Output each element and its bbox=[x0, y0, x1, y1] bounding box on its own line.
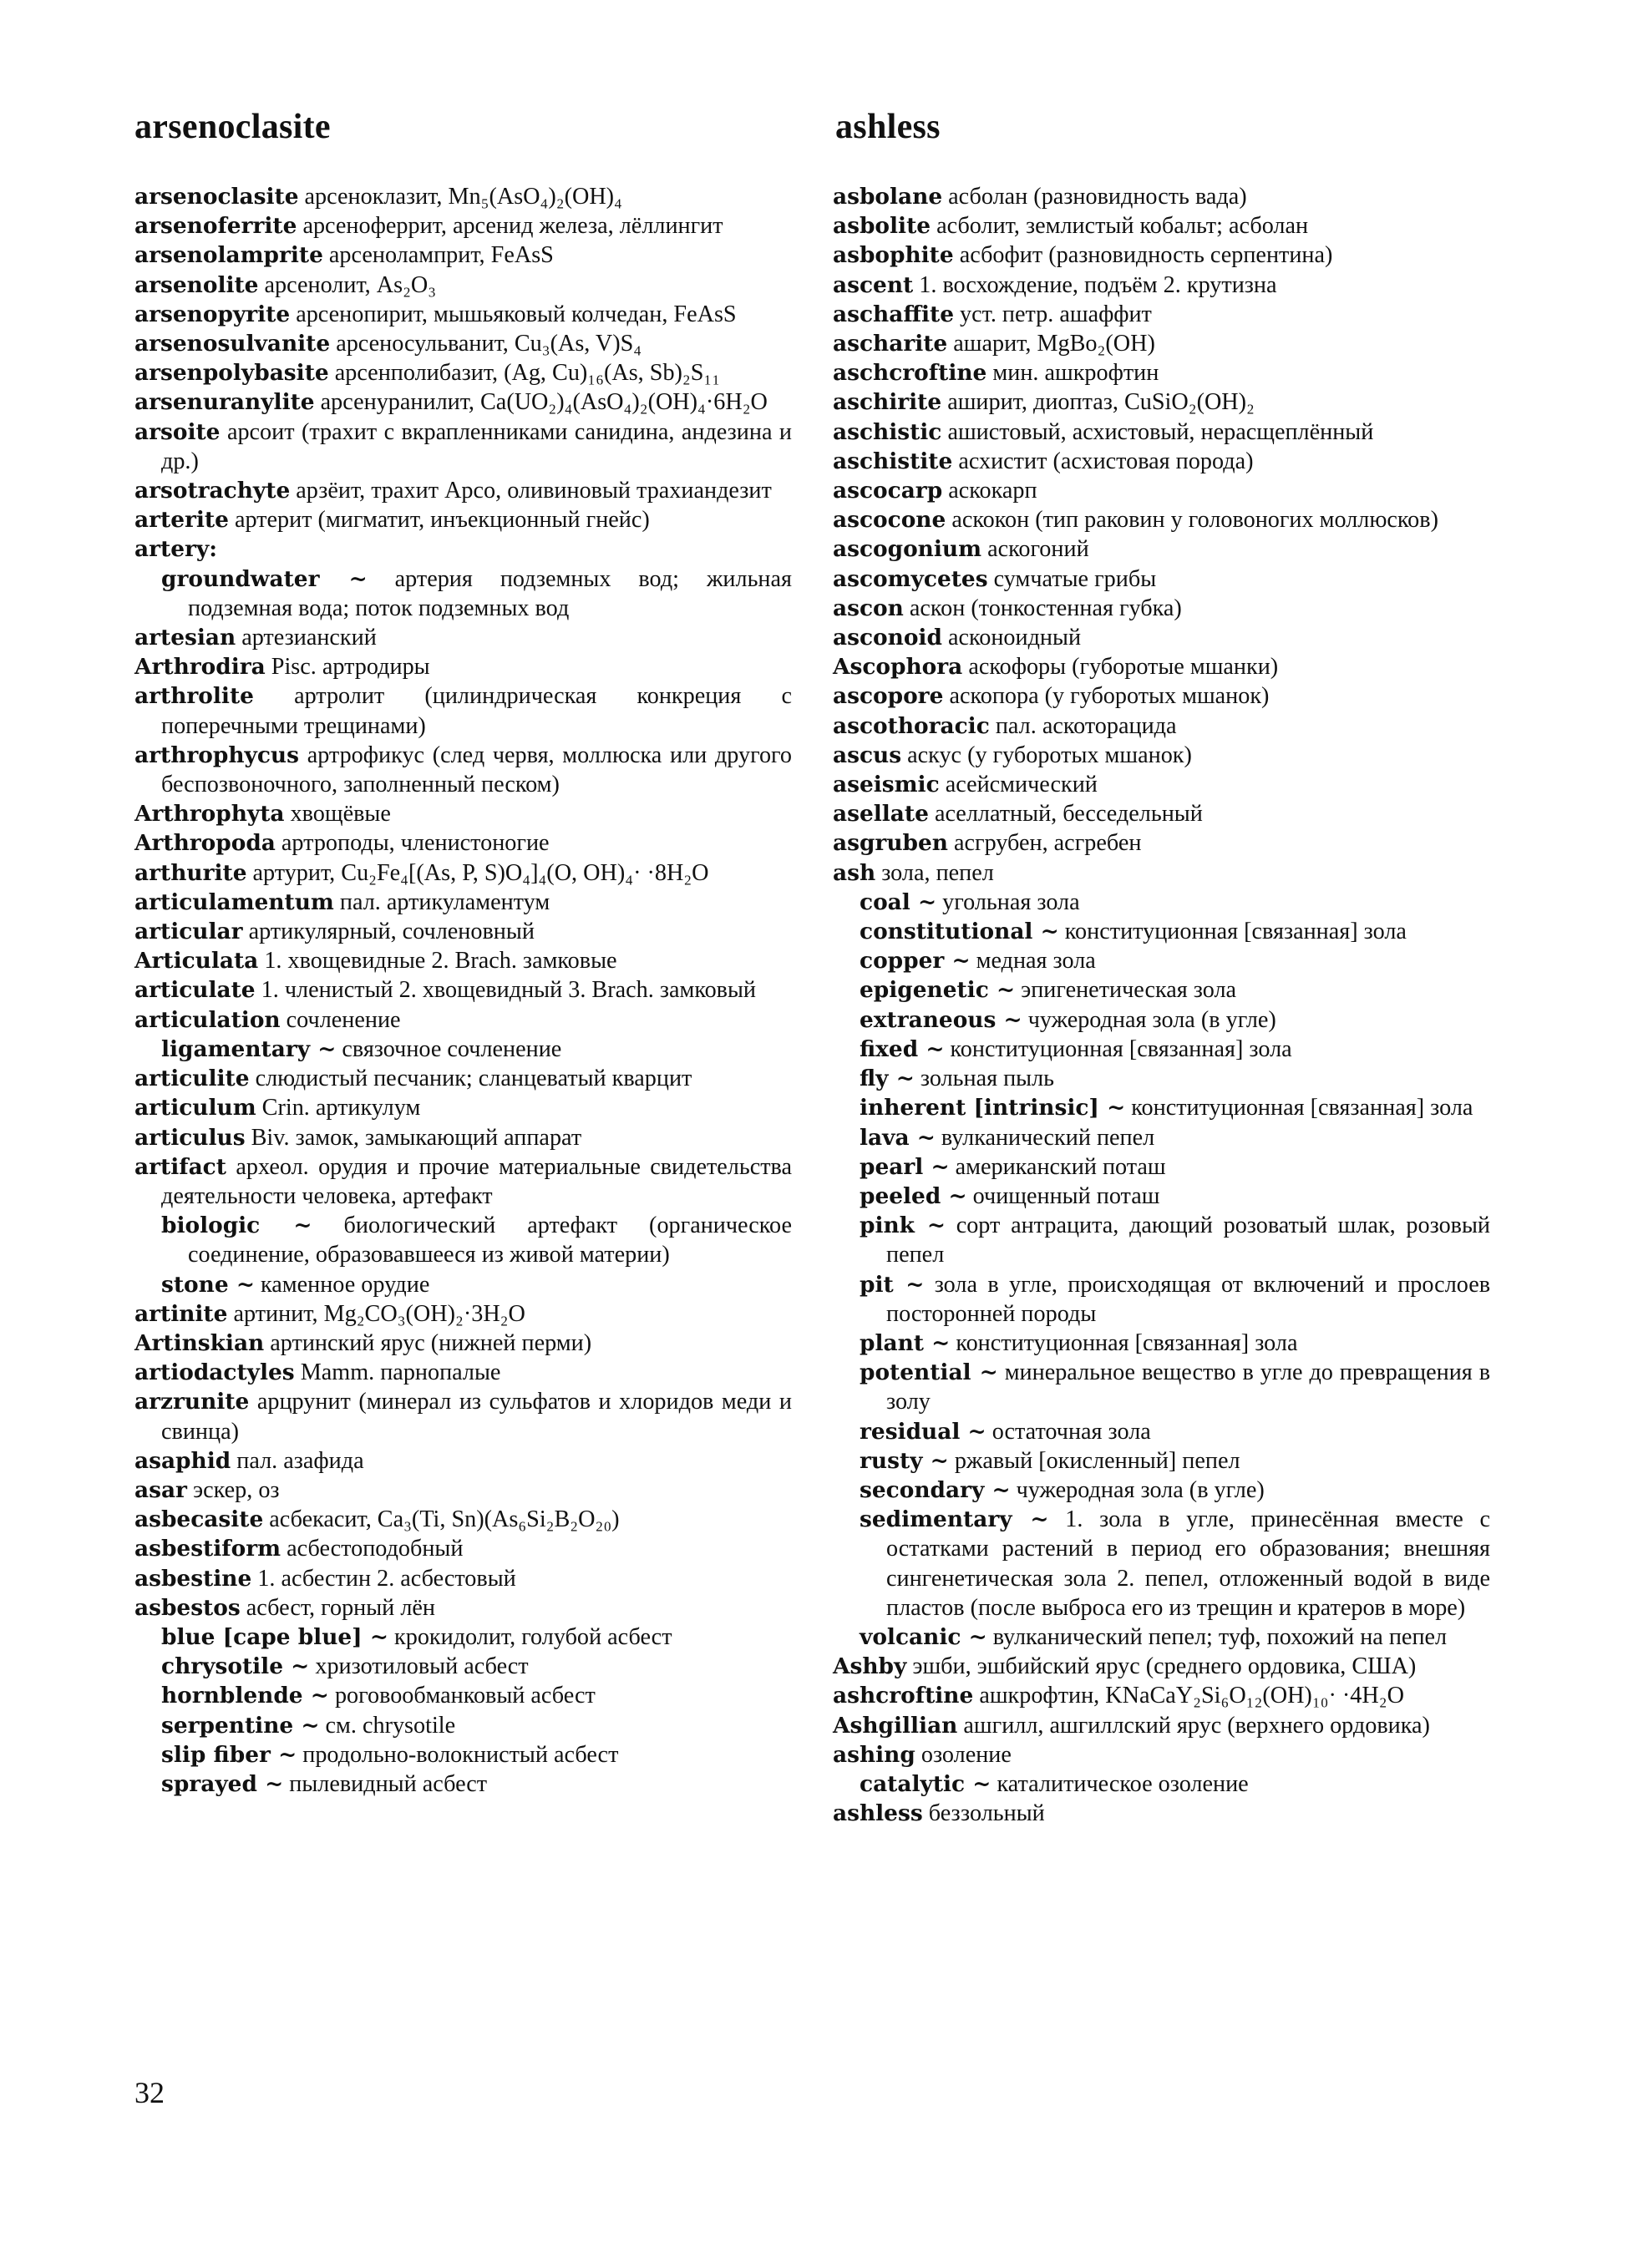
headword: constitutional ~ bbox=[860, 919, 1059, 945]
dictionary-entry bbox=[134, 240, 792, 270]
definition: ашкрофтин, KNaCaY₂Si₆O₁₂(OH)₁₀· ·4H₂O bbox=[979, 1683, 1404, 1709]
dictionary-entry bbox=[134, 1534, 792, 1563]
headword: arsenoclasite bbox=[134, 184, 299, 210]
definition: асбестоподобный bbox=[287, 1536, 464, 1562]
dictionary-entry bbox=[833, 329, 1490, 358]
headword: asbecasite bbox=[134, 1506, 264, 1533]
headword: ash bbox=[833, 859, 876, 886]
definition: аширит, диоптаз, CuSiO₂(OH)₂ bbox=[947, 389, 1255, 416]
dictionary-entry bbox=[833, 564, 1490, 594]
headword: biologic ~ bbox=[161, 1212, 312, 1239]
definition: пылевидный асбест bbox=[289, 1770, 488, 1797]
dictionary-entry bbox=[134, 271, 792, 300]
headword: lava ~ bbox=[860, 1124, 936, 1151]
dictionary-entry bbox=[833, 534, 1490, 564]
definition: хвощёвые bbox=[290, 801, 391, 828]
dictionary-entry bbox=[134, 182, 792, 211]
definition: асболан (разновидность вада) bbox=[948, 184, 1247, 210]
definition: 1. асбестин 2. асбестовый bbox=[257, 1565, 516, 1592]
definition: чужеродная зола (в угле) bbox=[1027, 1006, 1276, 1033]
sub-entry bbox=[833, 1182, 1490, 1211]
sub-entry bbox=[833, 1270, 1490, 1329]
definition: ашарит, MgBo₂(OH) bbox=[953, 331, 1155, 357]
headword: arsenolamprite bbox=[134, 242, 323, 269]
sub-entry bbox=[833, 1123, 1490, 1152]
headword: aschaffite bbox=[833, 301, 954, 327]
dictionary-entry bbox=[833, 1652, 1490, 1681]
definition: продольно-волокнистый асбест bbox=[302, 1741, 619, 1768]
definition: конституционная [связанная] зола bbox=[1064, 919, 1407, 945]
sub-entry bbox=[833, 1093, 1490, 1122]
definition: зольная пыль bbox=[920, 1066, 1055, 1092]
sub-entry bbox=[134, 1769, 792, 1799]
headword: arsenosulvanite bbox=[134, 331, 331, 357]
definition: ашгилл, ашгиллский ярус (верхнего ордовика) bbox=[963, 1712, 1430, 1739]
definition: асгрубен, асгребен bbox=[953, 830, 1142, 857]
headword: Arthrophyta bbox=[134, 801, 285, 828]
definition: 1. членистый 2. хвощевидный 3. Brach. замковый bbox=[261, 977, 757, 1004]
sub-entry bbox=[833, 1623, 1490, 1652]
dictionary-entry bbox=[134, 418, 792, 476]
headword: hornblende ~ bbox=[161, 1683, 329, 1709]
left-column bbox=[134, 182, 792, 1799]
headword: aschirite bbox=[833, 389, 942, 416]
headword: ascharite bbox=[833, 331, 948, 357]
dictionary-entry bbox=[134, 1505, 792, 1534]
page-number: 32 bbox=[134, 2076, 165, 2109]
dictionary-entry bbox=[134, 300, 792, 329]
right-column bbox=[833, 182, 1490, 1828]
dictionary-entry bbox=[134, 917, 792, 946]
definition: сумчатые грибы bbox=[993, 565, 1157, 592]
headword: pink ~ bbox=[860, 1212, 946, 1239]
definition: арзёит, трахит Арсо, оливиновый трахиандезит bbox=[296, 478, 772, 504]
headword: arsoite bbox=[134, 418, 221, 445]
sub-entry bbox=[134, 1652, 792, 1681]
headword: pearl ~ bbox=[860, 1153, 950, 1180]
dictionary-entry bbox=[833, 271, 1490, 300]
definition: аскопора (у губоротых мшанок) bbox=[949, 683, 1270, 710]
dictionary-entry bbox=[134, 858, 792, 888]
definition: аскокон (тип раковин у головоногих моллюсков) bbox=[951, 507, 1438, 534]
definition: чужеродная зола (в угле) bbox=[1016, 1476, 1265, 1503]
headword: sprayed ~ bbox=[161, 1770, 284, 1797]
definition: артикулярный, сочленовный bbox=[248, 919, 535, 945]
headword: ashing bbox=[833, 1741, 915, 1768]
definition: арсенопирит, мышьяковый колчедан, FeAsS bbox=[296, 301, 737, 327]
dictionary-entry bbox=[134, 1152, 792, 1211]
dictionary-entry bbox=[134, 1064, 792, 1093]
headword: pit ~ bbox=[860, 1271, 925, 1298]
definition: ашистовый, асхистовый, нерасщеплённый bbox=[947, 418, 1374, 445]
dictionary-entry bbox=[833, 447, 1490, 476]
sub-entry bbox=[833, 1446, 1490, 1476]
dictionary-entry bbox=[134, 888, 792, 917]
definition: эшби, эшбийский ярус (среднего ордовика, США) bbox=[912, 1653, 1417, 1680]
dictionary-entry bbox=[833, 1681, 1490, 1710]
headword: arthrolite bbox=[134, 683, 254, 710]
definition: асхистит (асхистовая порода) bbox=[958, 448, 1254, 474]
headword: aschistic bbox=[833, 418, 942, 445]
sub-entry bbox=[833, 1476, 1490, 1505]
definition: асбест, горный лён bbox=[246, 1594, 435, 1621]
dictionary-entry bbox=[833, 1740, 1490, 1769]
dictionary-entry bbox=[134, 1387, 792, 1445]
dictionary-entry bbox=[134, 211, 792, 240]
definition: остаточная зола bbox=[992, 1418, 1151, 1445]
headword: inherent [intrinsic] ~ bbox=[860, 1095, 1126, 1121]
sub-entry bbox=[833, 1005, 1490, 1035]
sub-entry bbox=[833, 975, 1490, 1005]
headword: ascopore bbox=[833, 683, 944, 710]
definition: эскер, оз bbox=[193, 1476, 280, 1503]
headword: arsenopyrite bbox=[134, 301, 291, 327]
sub-entry bbox=[134, 564, 792, 623]
dictionary-entry bbox=[833, 770, 1490, 799]
definition: пал. аскоторацида bbox=[995, 712, 1177, 739]
headword: residual ~ bbox=[860, 1418, 986, 1445]
definition: Biv. замок, замыкающий аппарат bbox=[251, 1124, 582, 1151]
headword: asaphid bbox=[134, 1447, 231, 1474]
definition: 1. зола в угле, принесённая вместе с остатками растений в период его образования; внешняя сингенетическая зола 2. пепел, отложенный водой в виде пластов (после выброса его из трещин и кратеров в море) bbox=[886, 1506, 1491, 1621]
dictionary-entry bbox=[833, 858, 1490, 888]
dictionary-entry bbox=[134, 1358, 792, 1387]
dictionary-entry bbox=[833, 711, 1490, 741]
headword: peeled ~ bbox=[860, 1182, 967, 1209]
dictionary-entry bbox=[134, 358, 792, 387]
dictionary-entry bbox=[833, 799, 1490, 828]
definition: конституционная [связанная] зола bbox=[950, 1035, 1292, 1062]
definition: беззольный bbox=[928, 1800, 1045, 1827]
headword: ligamentary ~ bbox=[161, 1035, 337, 1062]
dictionary-entry bbox=[134, 946, 792, 975]
definition: асконоидный bbox=[947, 625, 1082, 651]
dictionary-entry bbox=[134, 1299, 792, 1329]
definition: роговообманковый асбест bbox=[334, 1683, 596, 1709]
dictionary-entry bbox=[833, 211, 1490, 240]
definition: асейсмический bbox=[945, 772, 1098, 798]
dictionary-entry bbox=[134, 828, 792, 858]
dictionary-entry bbox=[833, 652, 1490, 681]
headword: rusty ~ bbox=[860, 1447, 949, 1474]
headword: asbophite bbox=[833, 242, 954, 269]
definition: археол. орудия и прочие материальные свидетельства деятельности человека, артефакт bbox=[161, 1153, 793, 1209]
headword: coal ~ bbox=[860, 888, 937, 915]
dictionary-entry bbox=[833, 828, 1490, 858]
dictionary-entry bbox=[134, 387, 792, 417]
dictionary-entry bbox=[134, 1005, 792, 1035]
dictionary-entry bbox=[833, 182, 1490, 211]
running-head-right: ashless bbox=[835, 108, 941, 146]
headword: Ashby bbox=[833, 1653, 907, 1680]
headword: arthurite bbox=[134, 859, 247, 886]
headword: ascocarp bbox=[833, 478, 943, 504]
definition: артинит, Mg₂CO₃(OH)₂·3H₂O bbox=[233, 1300, 525, 1327]
headword: articulation bbox=[134, 1006, 281, 1033]
headword: catalytic ~ bbox=[860, 1770, 992, 1797]
dictionary-entry bbox=[833, 741, 1490, 770]
definition: артезианский bbox=[241, 625, 377, 651]
definition: минеральное вещество в угле до превращения в золу bbox=[886, 1359, 1490, 1415]
dictionary-entry bbox=[134, 799, 792, 828]
definition: очищенный поташ bbox=[972, 1182, 1160, 1209]
definition: вулканический пепел bbox=[941, 1124, 1155, 1151]
sub-entry bbox=[833, 1035, 1490, 1064]
dictionary-entry bbox=[833, 681, 1490, 711]
headword: fixed ~ bbox=[860, 1035, 945, 1062]
headword: ascon bbox=[833, 595, 904, 621]
headword: arsenolite bbox=[134, 271, 259, 298]
sub-entry bbox=[833, 1358, 1490, 1416]
dictionary-entry bbox=[833, 387, 1490, 417]
definition: американский поташ bbox=[955, 1153, 1166, 1180]
definition: биологический артефакт (органическое соединение, образовавшееся из живой материи) bbox=[188, 1212, 792, 1268]
sub-entry bbox=[833, 946, 1490, 975]
headword: asar bbox=[134, 1476, 187, 1503]
sub-entry bbox=[833, 1769, 1490, 1799]
definition: арсеносульванит, Cu₃(As, V)S₄ bbox=[336, 331, 642, 357]
running-head-left: arsenoclasite bbox=[134, 108, 331, 146]
definition: сорт антрацита, дающий розоватый шлак, розовый пепел bbox=[886, 1212, 1490, 1268]
dictionary-entry bbox=[134, 1446, 792, 1476]
headword: arsenpolybasite bbox=[134, 360, 329, 387]
headword: chrysotile ~ bbox=[161, 1653, 310, 1680]
headword: Artinskian bbox=[134, 1329, 265, 1356]
headword: ascomycetes bbox=[833, 565, 988, 592]
headword: ascent bbox=[833, 271, 914, 298]
dictionary-entry bbox=[134, 1593, 792, 1623]
headword: asbolite bbox=[833, 213, 931, 240]
dictionary-entry bbox=[833, 358, 1490, 387]
dictionary-entry bbox=[134, 623, 792, 652]
definition: медная зола bbox=[976, 948, 1096, 975]
definition: арсеноклазит, Mn₅(AsO₄)₂(OH)₄ bbox=[304, 184, 622, 210]
definition: арсенолит, As₂O₃ bbox=[264, 271, 437, 298]
headword: potential ~ bbox=[860, 1359, 998, 1386]
headword: artiodactyles bbox=[134, 1359, 295, 1386]
definition: пал. артикуламентум bbox=[339, 888, 550, 915]
dictionary-entry bbox=[833, 1799, 1490, 1828]
dictionary-entry bbox=[134, 1093, 792, 1122]
definition: сочленение bbox=[286, 1006, 401, 1033]
headword: aschcroftine bbox=[833, 360, 987, 387]
headword: fly ~ bbox=[860, 1066, 915, 1092]
headword: asbestos bbox=[134, 1594, 241, 1621]
definition: 1. хвощевидные 2. Brach. замковые bbox=[264, 948, 617, 975]
headword: articulus bbox=[134, 1124, 246, 1151]
sub-entry bbox=[134, 1211, 792, 1269]
sub-entry bbox=[833, 1417, 1490, 1446]
sub-entry bbox=[134, 1270, 792, 1299]
sub-entry bbox=[134, 1035, 792, 1064]
definition: аскогоний bbox=[987, 536, 1089, 563]
definition: арсенполибазит, (Ag, Cu)₁₆(As, Sb)₂S₁₁ bbox=[334, 360, 721, 387]
dictionary-entry bbox=[833, 240, 1490, 270]
definition: аскофоры (губоротые мшанки) bbox=[968, 654, 1279, 681]
sub-entry bbox=[134, 1681, 792, 1710]
headword: sedimentary ~ bbox=[860, 1506, 1049, 1533]
dictionary-entry bbox=[134, 1329, 792, 1358]
definition: каталитическое озоление bbox=[997, 1770, 1249, 1797]
definition: аскон (тонкостенная губка) bbox=[909, 595, 1182, 621]
definition: асболит, землистый кобальт; асболан bbox=[936, 213, 1309, 240]
headword: plant ~ bbox=[860, 1329, 951, 1356]
headword: articular bbox=[134, 919, 243, 945]
definition: ржавый [окисленный] пепел bbox=[954, 1447, 1240, 1474]
dictionary-entry bbox=[134, 975, 792, 1005]
sub-entry bbox=[134, 1740, 792, 1769]
headword: artinite bbox=[134, 1300, 228, 1327]
sub-entry bbox=[833, 1211, 1490, 1269]
dictionary-entry bbox=[134, 1564, 792, 1593]
definition: зола в угле, происходящая от включений и прослоев посторонней породы bbox=[886, 1271, 1491, 1327]
definition: артерия подземных вод; жильная подземная вода; поток подземных вод bbox=[188, 565, 792, 621]
definition: арсоит (трахит с вкрапленниками санидина, андезина и др.) bbox=[161, 418, 792, 474]
headword: secondary ~ bbox=[860, 1476, 1011, 1503]
definition: связочное сочленение bbox=[342, 1035, 562, 1062]
headword: serpentine ~ bbox=[161, 1712, 320, 1739]
dictionary-entry bbox=[134, 1476, 792, 1505]
dictionary-entry bbox=[833, 623, 1490, 652]
headword: extraneous ~ bbox=[860, 1006, 1022, 1033]
headword: arsenoferrite bbox=[134, 213, 297, 240]
sub-entry bbox=[833, 888, 1490, 917]
headword: articulamentum bbox=[134, 888, 334, 915]
definition: угольная зола bbox=[942, 888, 1080, 915]
sub-entry bbox=[833, 917, 1490, 946]
dictionary-entry bbox=[134, 1123, 792, 1152]
definition: аскокарп bbox=[948, 478, 1037, 504]
definition: каменное орудие bbox=[260, 1271, 430, 1298]
dictionary-entry bbox=[134, 681, 792, 740]
headword: copper ~ bbox=[860, 948, 971, 975]
headword: Arthropoda bbox=[134, 830, 276, 857]
headword: arzrunite bbox=[134, 1389, 250, 1415]
definition: артерит (мигматит, инъекционный гнейс) bbox=[234, 507, 650, 534]
headword: volcanic ~ bbox=[860, 1623, 987, 1650]
headword: ascothoracic bbox=[833, 712, 990, 739]
headword: articulite bbox=[134, 1066, 250, 1092]
definition: артинский ярус (нижней перми) bbox=[270, 1329, 592, 1356]
headword: arthrophycus bbox=[134, 742, 299, 768]
headword: ashcroftine bbox=[833, 1683, 974, 1709]
sub-entry bbox=[134, 1623, 792, 1652]
sub-entry bbox=[134, 1711, 792, 1740]
headword: Ashgillian bbox=[833, 1712, 958, 1739]
definition: 1. восхождение, подъём 2. крутизна bbox=[919, 271, 1277, 298]
sub-entry bbox=[833, 1064, 1490, 1093]
definition: Pisc. артродиры bbox=[271, 654, 430, 681]
headword: asgruben bbox=[833, 830, 948, 857]
headword: ascogonium bbox=[833, 536, 982, 563]
definition: арсенуранилит, Ca(UO₂)₄(AsO₄)₂(OH)₄·6H₂O bbox=[320, 389, 768, 416]
definition: артурит, Cu₂Fe₄[(As, P, S)O₄]₄(O, OH)₄· ·8H₂O bbox=[252, 859, 709, 886]
headword: asbolane bbox=[833, 184, 943, 210]
definition: асбекасит, Ca₃(Ti, Sn)(As₆Si₂B₂O₂₀) bbox=[269, 1506, 620, 1533]
headword: slip fiber ~ bbox=[161, 1741, 297, 1768]
dictionary-entry bbox=[833, 300, 1490, 329]
headword: artery: bbox=[134, 536, 217, 563]
dictionary-entry bbox=[833, 476, 1490, 505]
headword: aschistite bbox=[833, 448, 953, 474]
definition: Mamm. парнопалые bbox=[300, 1359, 501, 1386]
headword: ascus bbox=[833, 742, 902, 768]
dictionary-entry bbox=[833, 594, 1490, 623]
dictionary-entry bbox=[134, 534, 792, 564]
dictionary-entry bbox=[134, 505, 792, 534]
headword: epigenetic ~ bbox=[860, 977, 1016, 1004]
sub-entry bbox=[833, 1505, 1490, 1623]
definition: крокидолит, голубой асбест bbox=[394, 1623, 672, 1650]
headword: articulum bbox=[134, 1095, 256, 1121]
definition: конституционная [связанная] зола bbox=[1131, 1095, 1473, 1121]
headword: artifact bbox=[134, 1153, 226, 1180]
headword: asconoid bbox=[833, 625, 942, 651]
definition: арсеноламприт, FeAsS bbox=[328, 242, 554, 269]
headword: groundwater ~ bbox=[161, 565, 368, 592]
definition: конституционная [связанная] зола bbox=[956, 1329, 1298, 1356]
definition: мин. ашкрофтин bbox=[992, 360, 1159, 387]
headword: arsotrachyte bbox=[134, 478, 291, 504]
headword: blue [cape blue] ~ bbox=[161, 1623, 388, 1650]
headword: stone ~ bbox=[161, 1271, 255, 1298]
dictionary-entry bbox=[833, 1711, 1490, 1740]
dictionary-entry bbox=[134, 741, 792, 799]
definition: зола, пепел bbox=[881, 859, 994, 886]
headword: asbestiform bbox=[134, 1536, 281, 1562]
definition: вулканический пепел; туф, похожий на пепел bbox=[992, 1623, 1448, 1650]
sub-entry bbox=[833, 1152, 1490, 1182]
dictionary-entry bbox=[833, 418, 1490, 447]
headword: articulate bbox=[134, 977, 256, 1004]
headword: arsenuranylite bbox=[134, 389, 315, 416]
headword: artesian bbox=[134, 625, 236, 651]
definition: артроподы, членистоногие bbox=[281, 830, 550, 857]
definition: уст. петр. ашаффит bbox=[960, 301, 1152, 327]
headword: Articulata bbox=[134, 948, 259, 975]
definition: хризотиловый асбест bbox=[315, 1653, 529, 1680]
dictionary-entry bbox=[134, 652, 792, 681]
definition: аселлатный, бесседельный bbox=[934, 801, 1203, 828]
sub-entry bbox=[833, 1329, 1490, 1358]
dictionary-entry bbox=[134, 329, 792, 358]
definition: асбофит (разновидность серпентина) bbox=[959, 242, 1333, 269]
headword: ascocone bbox=[833, 507, 946, 534]
definition: слюдистый песчаник; сланцеватый кварцит bbox=[255, 1066, 692, 1092]
definition: Crin. артикулум bbox=[261, 1095, 421, 1121]
headword: Ascophora bbox=[833, 654, 963, 681]
dictionary-entry bbox=[134, 476, 792, 505]
definition: озоление bbox=[921, 1741, 1012, 1768]
definition: аскус (у губоротых мшанок) bbox=[907, 742, 1192, 768]
definition: эпигенетическая зола bbox=[1021, 977, 1237, 1004]
definition: арцрунит (минерал из сульфатов и хлоридов меди и свинца) bbox=[161, 1389, 792, 1445]
headword: arterite bbox=[134, 507, 229, 534]
headword: asellate bbox=[833, 801, 929, 828]
dictionary-entry bbox=[833, 505, 1490, 534]
headword: ashless bbox=[833, 1800, 923, 1827]
definition: пал. азафида bbox=[236, 1447, 364, 1474]
definition: арсеноферрит, арсенид железа, лёллингит bbox=[302, 213, 723, 240]
definition: см. chrysotile bbox=[325, 1712, 456, 1739]
headword: Arthrodira bbox=[134, 654, 266, 681]
headword: asbestine bbox=[134, 1565, 252, 1592]
definition: артролит (цилиндрическая конкреция с поперечными трещинами) bbox=[161, 683, 792, 739]
definition: артрофикус (след червя, моллюска или другого беспозвоночного, заполненный песком) bbox=[161, 742, 792, 798]
headword: aseismic bbox=[833, 772, 940, 798]
